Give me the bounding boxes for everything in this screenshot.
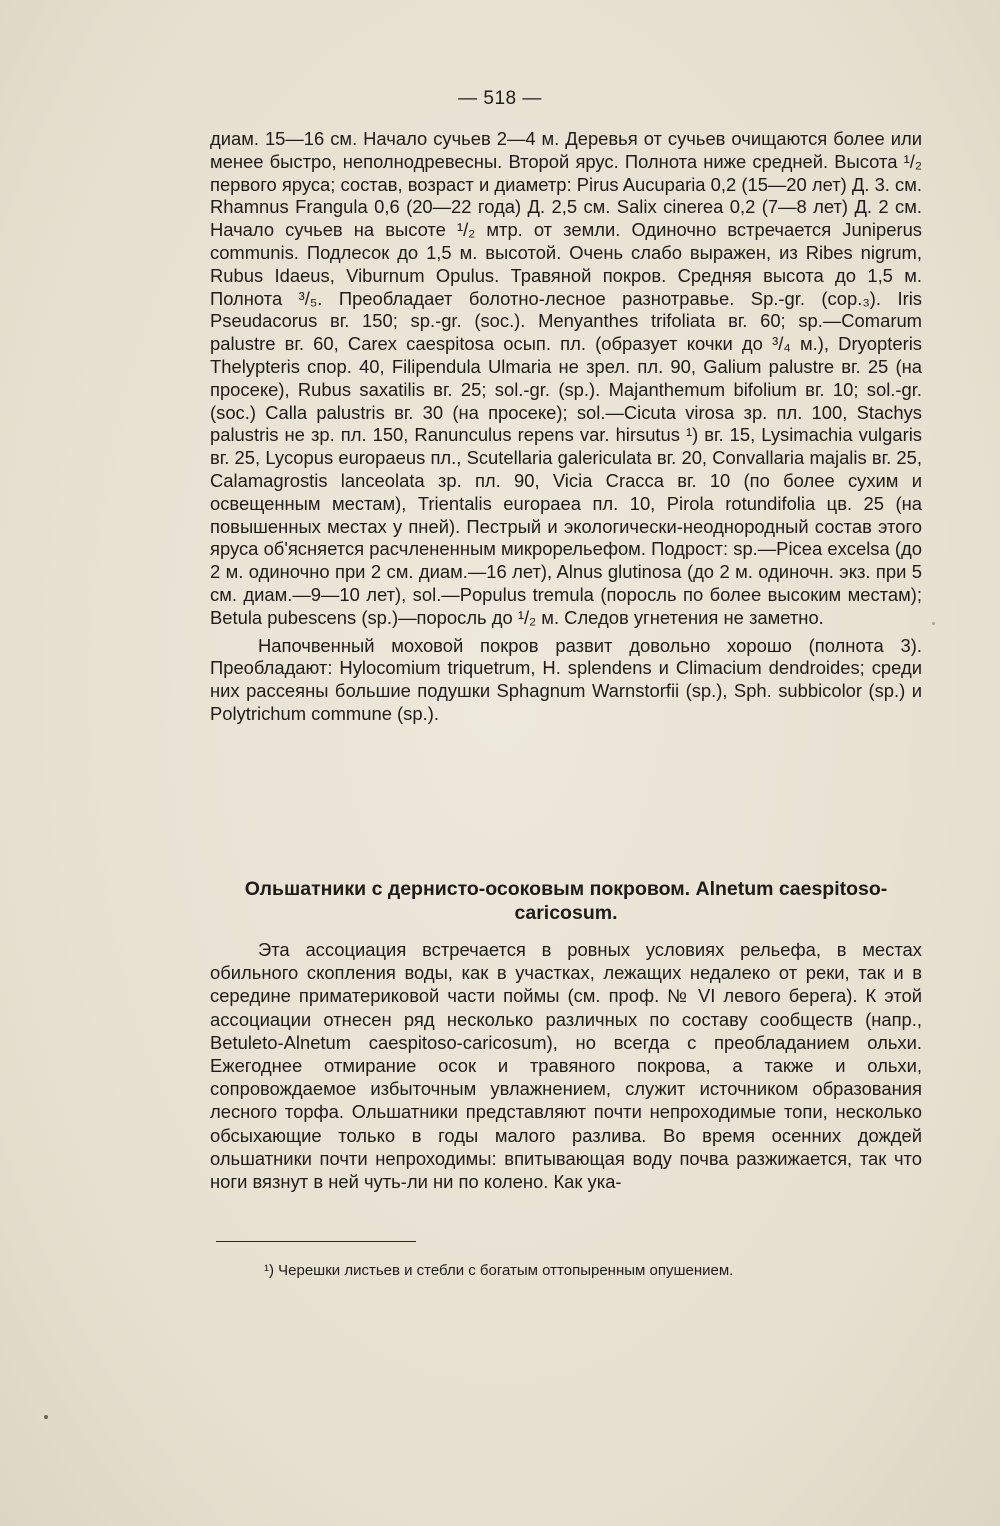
section-heading: Ольшатники с дернисто-осоковым покровом. Alnetum caespitoso-caricosum. (244, 878, 888, 924)
paper-speck (932, 622, 935, 625)
paragraph-2: Напочвенный моховой покров развит довольно хорошо (полнота 3). Преобладают: Hylocomium triquetrum, H. splendens и Climacium dendroides; среди них рассеяны большие подушки Sphagnum Warnstorfii (sp.), Sph. subbicolor (sp.) и Polytrichum commune (sp.). (210, 634, 922, 724)
paragraph-1: диам. 15—16 см. Начало сучьев 2—4 м. Деревья от сучьев очищаются более или менее быстро, неполнодревесны. Второй ярус. Полнота ниже средней. Высота ¹/₂ первого яруса; состав, возраст и диаметр: Pirus Aucuparia 0,2 (15—20 лет) Д. 3. см. Rhamnus Frangula 0,6 (20—22 года) Д. 2,5 см. Salix cinerea 0,2 (7—8 лет) Д. 2 см. Начало сучьев на высоте ¹/₂ мтр. от земли. Одиночно встречается Juniperus communis. Подлесок до 1,5 м. высотой. Очень слабо выражен, из Ribes nigrum, Rubus Idaeus, Viburnum Opulus. Травяной покров. Средняя высота до 1,5 м. Полнота ³/₅. Преобладает болотно-лесное разнотравье. Sp.-gr. (cop.₃). Iris Pseudacorus вг. 150; sp.-gr. (soc.). Menyanthes trifoliata вг. 60; sp.—Comarum palustre вг. 60, Carex caespitosa осып. пл. (образует кочки до ³/₄ м.), Dryopteris Thelypteris спор. 40, Filipendula Ulmaria не зрел. пл. 90, Galium palustre вг. 25 (на просеке), Rubus saxatilis вг. 25; sol.-gr. (sp.). Majanthemum bifolium вг. 10; sol.-gr. (soc.) Calla palustris вг. 30 (на просеке); sol.—Cicuta virosa зр. пл. 100, Stachys palustris не зр. пл. 150, Ranunculus repens var. hirsutus ¹) вг. 15, Lysimachia vulgaris вг. 25, Lycopus europaeus пл., Scutellaria galericulata вг. 20, Convallaria majalis вг. 25, Calamagrostis lanceolata зр. пл. 90, Vicia Cracca вг. 10 (по более сухим и освещенным местам), Trientalis europaea пл. 10, Pirola rotundifolia цв. 25 (на повышенных местах у пней). Пестрый и экологически-неоднородный состав этого яруса об'ясняется расчлененным микрорельефом. Подрост: sp.—Picea excelsa (до 2 м. одиночно при 2 см. диам.—16 лет), Alnus glutinosa (до 2 м. одиночн. экз. при 5 см. диам.—9—10 лет), sol.—Populus tremula (поросль по более высоким местам); Betula pubescens (sp.)—поросль до ¹/₂ м. Следов угнетения не заметно. (210, 128, 922, 628)
footnote-divider (216, 1241, 416, 1242)
page-number: — 518 — (458, 88, 542, 109)
main-text (210, 128, 922, 726)
section-text (210, 938, 922, 1193)
section-paragraph: Эта ассоциация встречается в ровных условиях рельефа, в местах обильного скопления воды, как в участках, лежащих недалеко от реки, так и в середине приматериковой части поймы (см. проф. № VI левого берега). К этой ассоциации отнесен ряд несколько различных по составу сообществ (напр., Betuleto-Alnetum caespitoso-caricosum), но всегда с преобладанием ольхи. Ежегоднее отмирание осок и травяного покрова, а также и ольхи, сопровождаемое избыточным увлажнением, служит источником образования лесного торфа. Ольшатники представляют почти непроходимые топи, несколько обсыхающие только в годы малого разлива. Во время осенних дождей ольшатники почти непроходимы: впитывающая воду почва разжижается, так что ноги вязнут в ней чуть-ли ни по колено. Как ука- (210, 939, 922, 1193)
footnote: ¹) Черешки листьев и стебли с богатым оттопыренным опушением. (264, 1262, 734, 1279)
paper-speck (44, 1415, 48, 1419)
